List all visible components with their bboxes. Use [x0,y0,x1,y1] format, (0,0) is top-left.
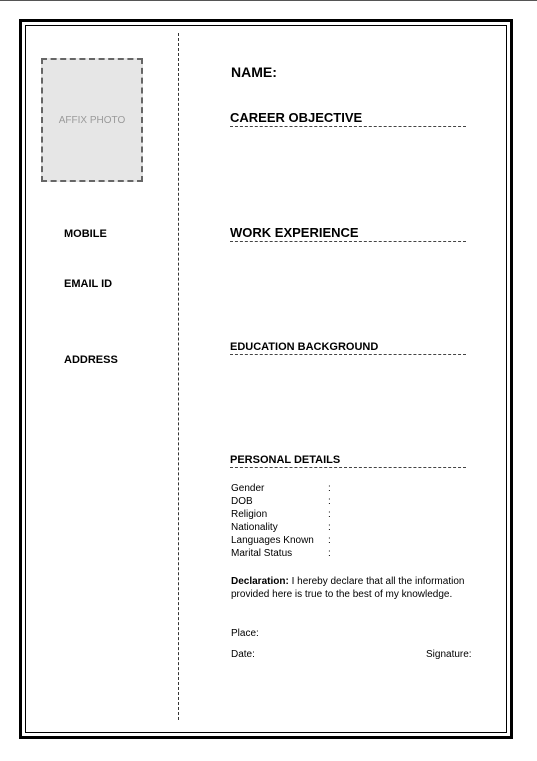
declaration [231,575,481,601]
declaration-heading: Declaration: [231,576,289,587]
top-rule [0,0,537,1]
signature-label: Signature: [426,649,472,660]
column-divider [178,33,179,720]
detail-label: Languages Known [231,535,314,546]
email-label: EMAIL ID [64,278,113,290]
detail-row-religion [231,508,331,521]
detail-separator: : [328,535,331,546]
detail-row-nationality [231,521,331,534]
detail-label: Marital Status [231,548,293,559]
detail-separator: : [328,483,331,494]
photo-placeholder-label: AFFIX PHOTO [58,114,126,126]
photo-placeholder [41,58,143,182]
detail-label: Religion [231,509,268,520]
detail-label: Gender [231,483,265,494]
detail-row-gender [231,482,331,495]
date-label: Date: [231,649,255,660]
detail-row-languages [231,534,331,547]
personal-details-list [231,482,331,560]
detail-label: DOB [231,496,253,507]
work-experience-heading: WORK EXPERIENCE [230,225,466,242]
detail-row-marital-status [231,547,331,560]
personal-details-heading: PERSONAL DETAILS [230,454,466,468]
detail-separator: : [328,496,331,507]
detail-separator: : [328,509,331,520]
address-label: ADDRESS [64,354,118,366]
career-objective-heading: CAREER OBJECTIVE [230,110,466,127]
place-label: Place: [231,628,259,639]
education-background-heading: EDUCATION BACKGROUND [230,341,466,355]
detail-label: Nationality [231,522,278,533]
detail-separator: : [328,522,331,533]
name-label: NAME: [231,64,277,80]
detail-row-dob [231,495,331,508]
detail-separator: : [328,548,331,559]
declaration-text: I hereby declare that all the information provided here is true to the best of my knowledge. [231,576,465,600]
mobile-label: MOBILE [64,228,107,240]
